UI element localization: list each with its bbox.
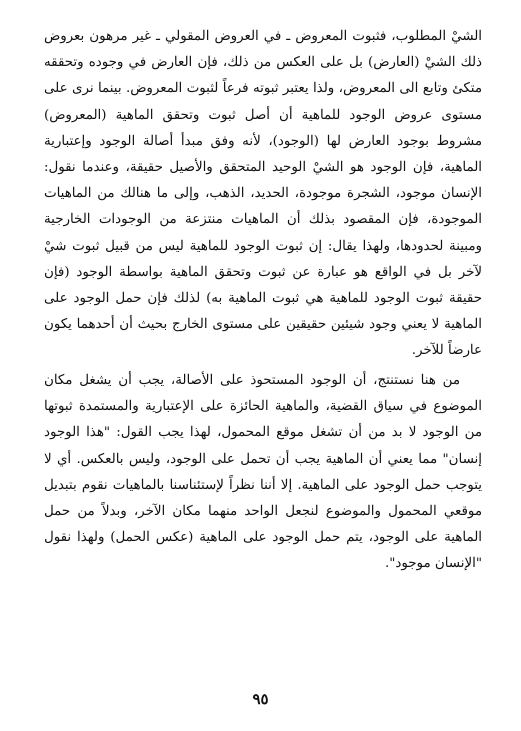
paragraph-2: من هنا نستنتج، أن الوجود المستحوذ على الأصالة، يجب أن يشغل مكان الموضوع في سياق القضية، والماهية الحائزة على الإعتبارية والمستمدة ثبوتها من الوجود لا بد من أن تشغل موقع المحمول، لهذا يجب القول: "هذا الوجود إنسان" مما يعني أن الماهية يجب أن تحمل على الوجود، وليس بالعكس. أي لا يتوجب حمل الوجود على الماهية. إلا أننا نظراً لإستئناسنا بالماهيات نقوم بتبديل موقعي المحمول والموضوع لنجعل الواحد منهما مكان الآخر، وبدلاً من حمل الماهية على الوجود، يتم حمل الوجود على الماهية (عكس الحمل) ولهذا نقول "الإنسان موجود".	[44, 373, 482, 572]
body-text-block-2	[44, 368, 482, 578]
body-text-block-1	[44, 24, 482, 365]
paragraph-1: الشيْ المطلوب، فثبوت المعروض ـ في العروض المقولي ـ غير مرهون بعروض ذلك الشيْ (العارض) بل على العكس من ذلك، فإن العارض في وجوده وتحققه متكئ وتابع الى المعروض، ولذا يعتبر ثبوته فرعاً لثبوت المعروض. بينما نرى على مستوى عروض الوجود للماهية أن أصل ثبوت وتحقق الماهية (المعروض) مشروط بوجود العارض لها (الوجود)، لأنه وفق مبدأ أصالة الوجود وإعتبارية الماهية، فإن الوجود هو الشيْ الوحيد المتحقق والأصيل حقيقة، وعندما نقول: الإنسان موجود، الشجرة موجودة، الحديد، الذهب، وإلى ما هنالك من الماهيات الموجودة، فإن المقصود بذلك أن الماهيات منتزعة من الوجودات الخارجية ومبينة لحدودها، ولهذا يقال: إن ثبوت الوجود للماهية ليس من قبيل ثبوت شيْ لآخر بل في الواقع هو عبارة عن ثبوت وتحقق الماهية بواسطة الوجود (فإن حقيقة ثبوت الوجود للماهية هي ثبوت الماهية به) لذلك فإن حمل الوجود على الماهية لا يعني وجود شيئين حقيقين على مستوى الخارج بحيث أن أحدهما يكون عارضاً للآخر.	[44, 29, 482, 359]
page-number: ٩٥	[252, 690, 269, 708]
